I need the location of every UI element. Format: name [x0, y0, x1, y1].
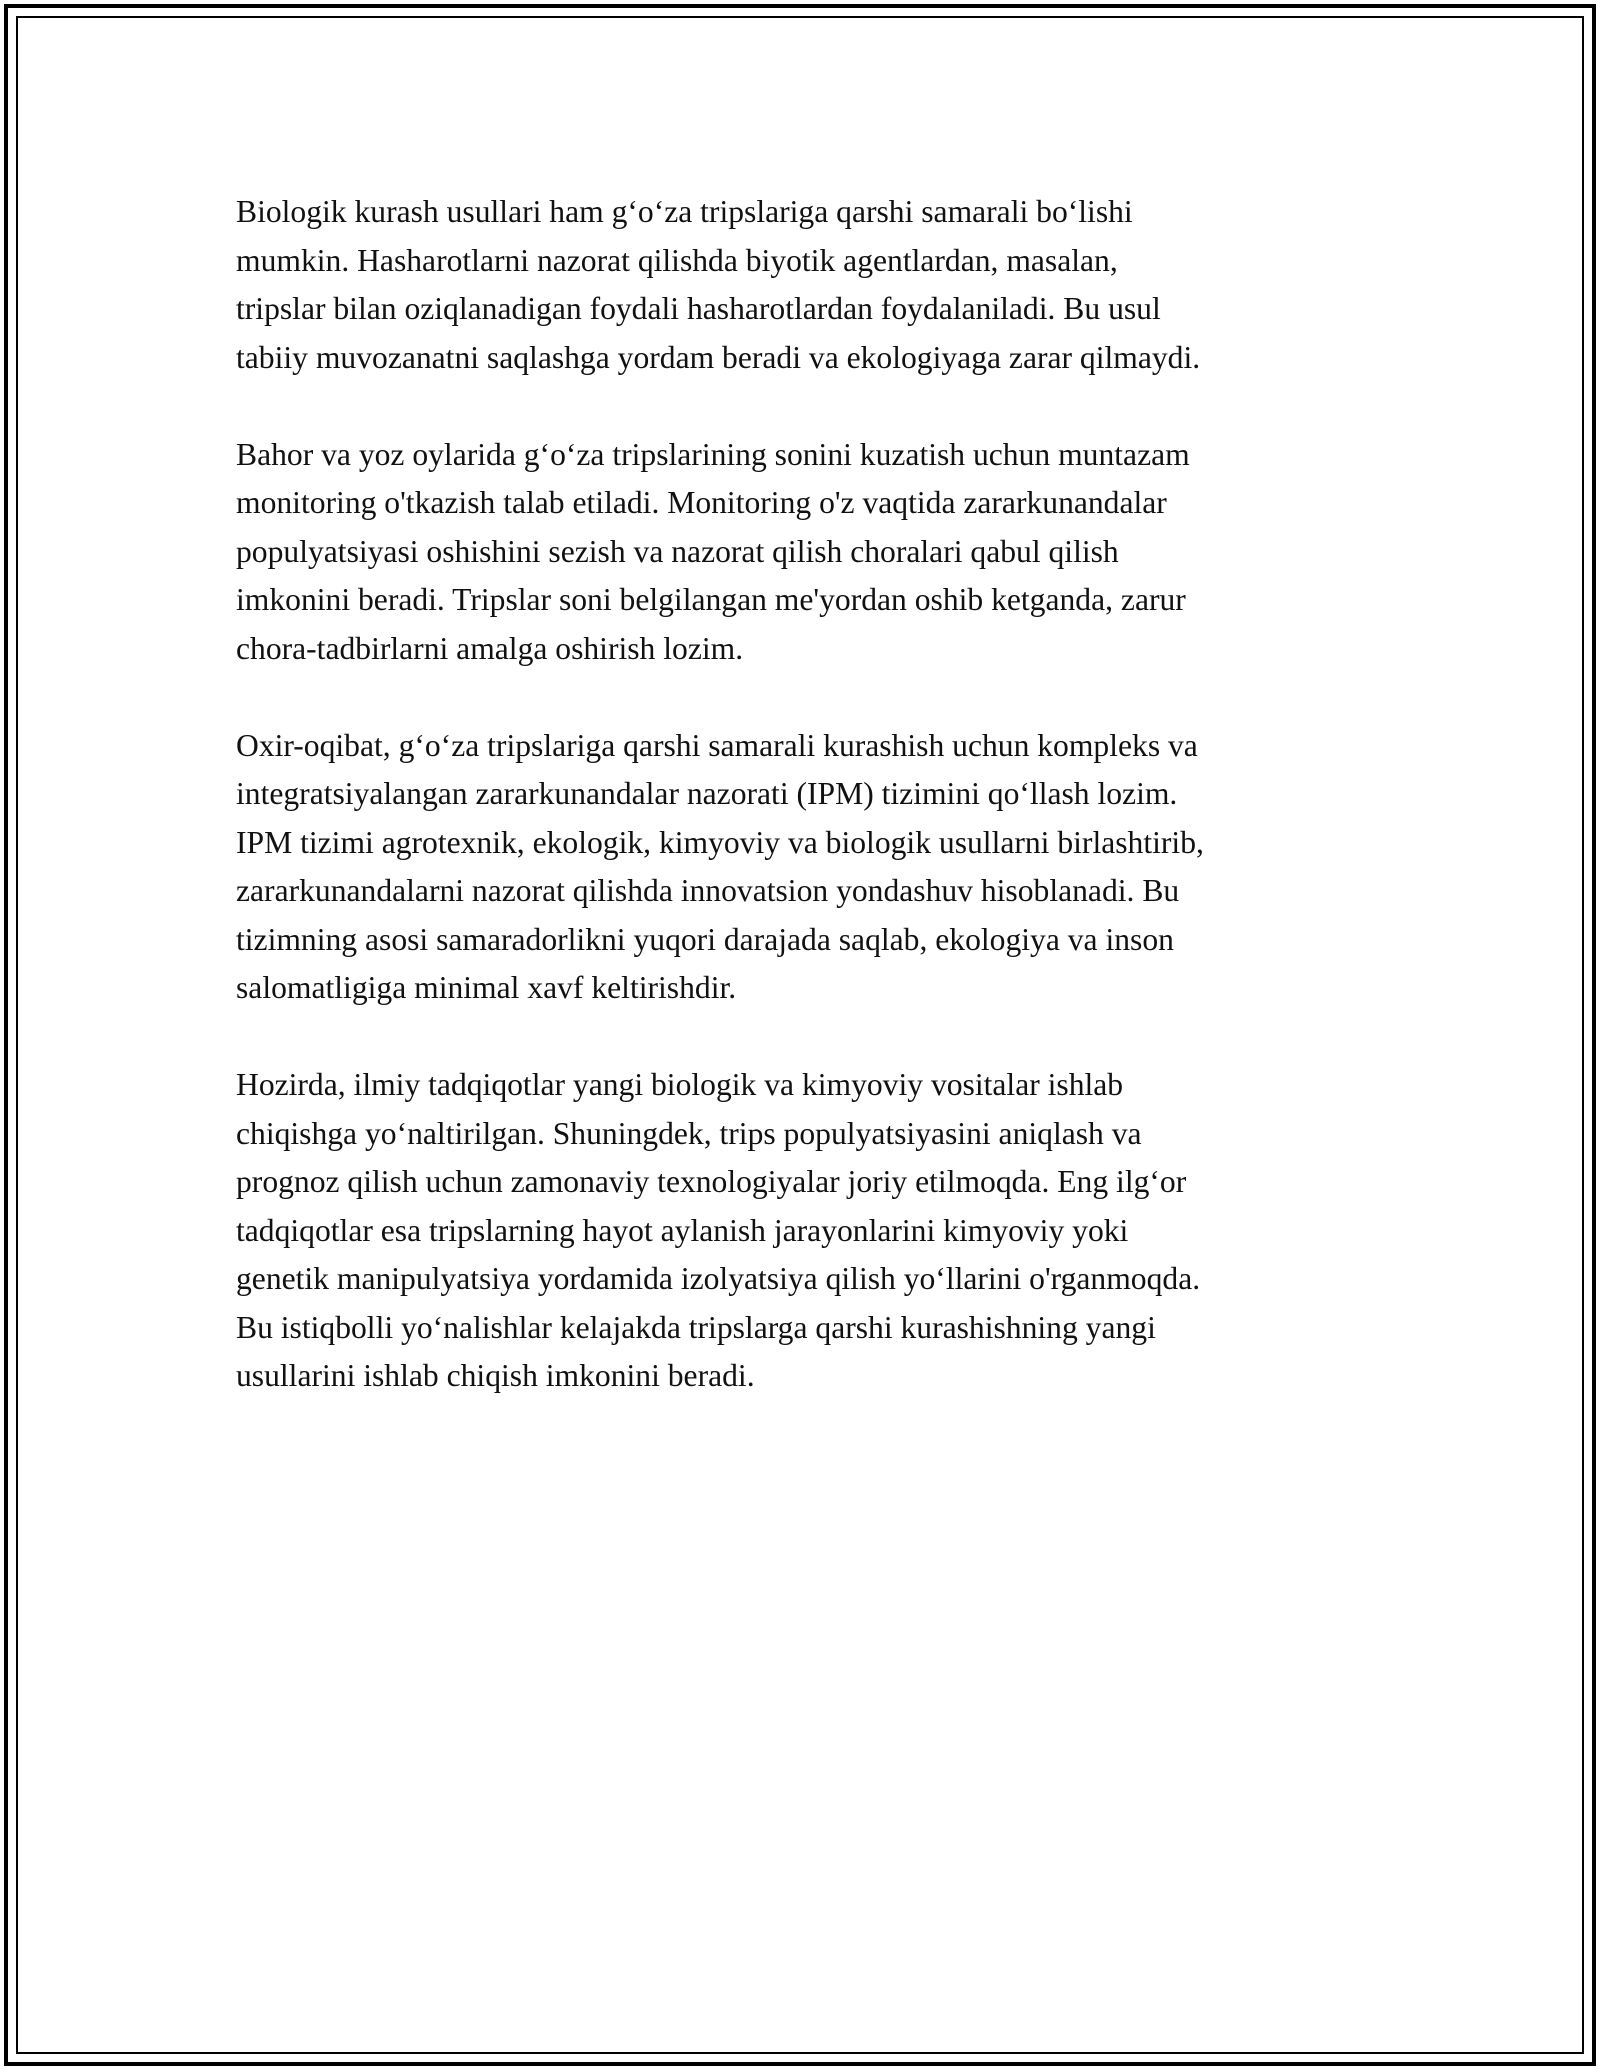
text-line: populyatsiyasi oshishini sezish va nazorat qilish choralari qabul qilish [236, 533, 1119, 569]
text-line: tadqiqotlar esa tripslarning hayot aylanish jarayonlarini kimyoviy yoki [236, 1212, 1129, 1248]
text-line: mumkin. Hasharotlarni nazorat qilishda biyotik agentlardan, masalan, [236, 242, 1118, 278]
text-line: Oxir-oqibat, g‘o‘za tripslariga qarshi samarali kurashish uchun kompleks va [236, 727, 1198, 763]
text-line: salomatligiga minimal xavf keltirishdir. [236, 970, 737, 1005]
text-line: zararkunandalarni nazorat qilishda innovatsion yondashuv hisoblanadi. Bu [236, 873, 1180, 908]
text-line: IPM tizimi agrotexnik, ekologik, kimyoviy va biologik usullarni birlashtirib, [236, 824, 1204, 860]
text-line: Bu istiqbolli yo‘nalishlar kelajakda tripslarga qarshi kurashishning yangi [236, 1309, 1156, 1345]
text-line: Hozirda, ilmiy tadqiqotlar yangi biologik va kimyoviy vositalar ishlab [236, 1067, 1124, 1102]
paragraph-biological-control [236, 188, 1396, 382]
paragraph-research [236, 1061, 1396, 1401]
paragraph-ipm-system [236, 722, 1396, 1013]
text-line: usullarini ishlab chiqish imkonini beradi. [236, 1358, 755, 1393]
paragraph-monitoring [236, 431, 1396, 674]
text-line: chora-tadbirlarni amalga oshirish lozim. [236, 630, 744, 666]
document-body [236, 188, 1396, 1449]
text-line: tripslar bilan oziqlanadigan foydali hasharotlardan foydalaniladi. Bu usul [236, 291, 1161, 326]
text-line: prognoz qilish uchun zamonaviy texnologiyalar joriy etilmoqda. Eng ilg‘or [236, 1164, 1187, 1199]
text-line: tabiiy muvozanatni saqlashga yordam beradi va ekologiyaga zarar qilmaydi. [236, 339, 1201, 375]
text-line: Biologik kurash usullari ham g‘o‘za tripslariga qarshi samarali bo‘lishi [236, 194, 1133, 229]
text-line: Bahor va yoz oylarida g‘o‘za tripslarining sonini kuzatish uchun muntazam [236, 436, 1190, 472]
text-line: integratsiyalangan zararkunandalar nazorati (IPM) tizimini qo‘llash lozim. [236, 776, 1178, 811]
text-line: genetik manipulyatsiya yordamida izolyatsiya qilish yo‘llarini o'rganmoqda. [236, 1261, 1201, 1296]
text-line: imkonini beradi. Tripslar soni belgilangan me'yordan oshib ketganda, zarur [236, 582, 1186, 617]
text-line: tizimning asosi samaradorlikni yuqori darajada saqlab, ekologiya va inson [236, 921, 1174, 957]
text-line: monitoring o'tkazish talab etiladi. Monitoring o'z vaqtida zararkunandalar [236, 485, 1167, 520]
text-line: chiqishga yo‘naltirilgan. Shuningdek, trips populyatsiyasini aniqlash va [236, 1115, 1142, 1151]
